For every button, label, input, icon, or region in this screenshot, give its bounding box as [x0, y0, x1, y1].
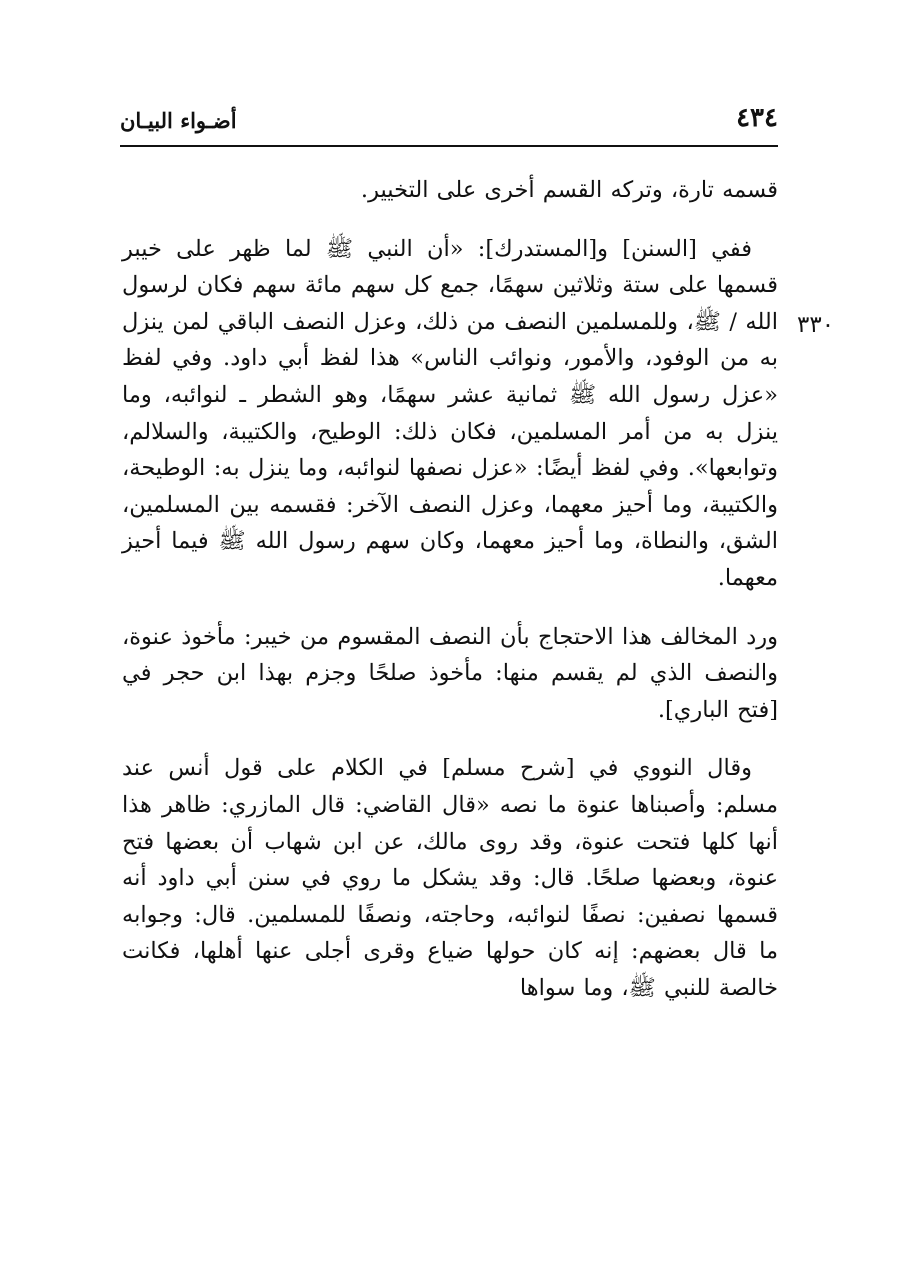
- page-body: [122, 172, 778, 1028]
- running-title: أضـواء البيـان: [120, 108, 237, 133]
- paragraph-continuation: قسمه تارة، وتركه القسم أخرى على التخيير.: [360, 177, 778, 203]
- margin-page-reference: ٣٣٠: [797, 312, 835, 338]
- page-header: [120, 100, 778, 146]
- paragraph-objection: ورد المخالف هذا الاحتجاج بأن النصف المقسوم من خيبر: مأخوذ عنوة، والنصف الذي لم يقسم منها: مأخوذ صلحًا وجزم بهذا ابن حجر في [فتح الباري].: [122, 623, 778, 723]
- paragraph-nawawi: وقال النووي في [شرح مسلم] في الكلام على قول أنس عند مسلم: وأصبناها عنوة ما نصه «قال القاضي: قال المازري: ظاهر هذا أنها كلها فتحت عنوة، وقد روى مالك، عن ابن شهاب أن بعضها فتح عنوة، وبعضها صلحًا. قال: وقد يشكل ما روي في سنن أبي داود أنه قسمها نصفين: نصفًا لنوائبه، وحاجته، ونصفًا للمسلمين. قال: وجوابه ما قال بعضهم: إنه كان حولها ضياع وقرى أجلى عنها أهلها، فكانت خالصة للنبي ﷺ، وما سواها: [122, 755, 778, 1001]
- page-number: ٤٣٤: [736, 103, 778, 133]
- header-rule: [120, 145, 778, 147]
- paragraph-sunan-hadith: ففي [السنن] و[المستدرك]: «أن النبي ﷺ لما ظهر على خيبر قسمها على ستة وثلاثين سهمًا، جمع كل سهم مائة سهم فكان لرسول الله / ﷺ، وللمسلمين النصف من ذلك، وعزل النصف الباقي لمن ينزل به من الوفود، والأمور، ونوائب الناس» هذا لفظ أبي داود. وفي لفظ «عزل رسول الله ﷺ ثمانية عشر سهمًا، وهو الشطر ـ لنوائبه، وما ينزل به من أمر المسلمين، فكان ذلك: الوطيح، والكتيبة، والسلالم، وتوابعها». وفي لفظ أيضًا: «عزل نصفها لنوائبه، وما ينزل به: الوطيحة، والكتيبة، وما أحيز معهما، وعزل النصف الآخر: فقسمه بين المسلمين، الشق، والنطاة، وما أحيز معهما، وكان سهم رسول الله ﷺ فيما أحيز معهما.: [122, 235, 778, 591]
